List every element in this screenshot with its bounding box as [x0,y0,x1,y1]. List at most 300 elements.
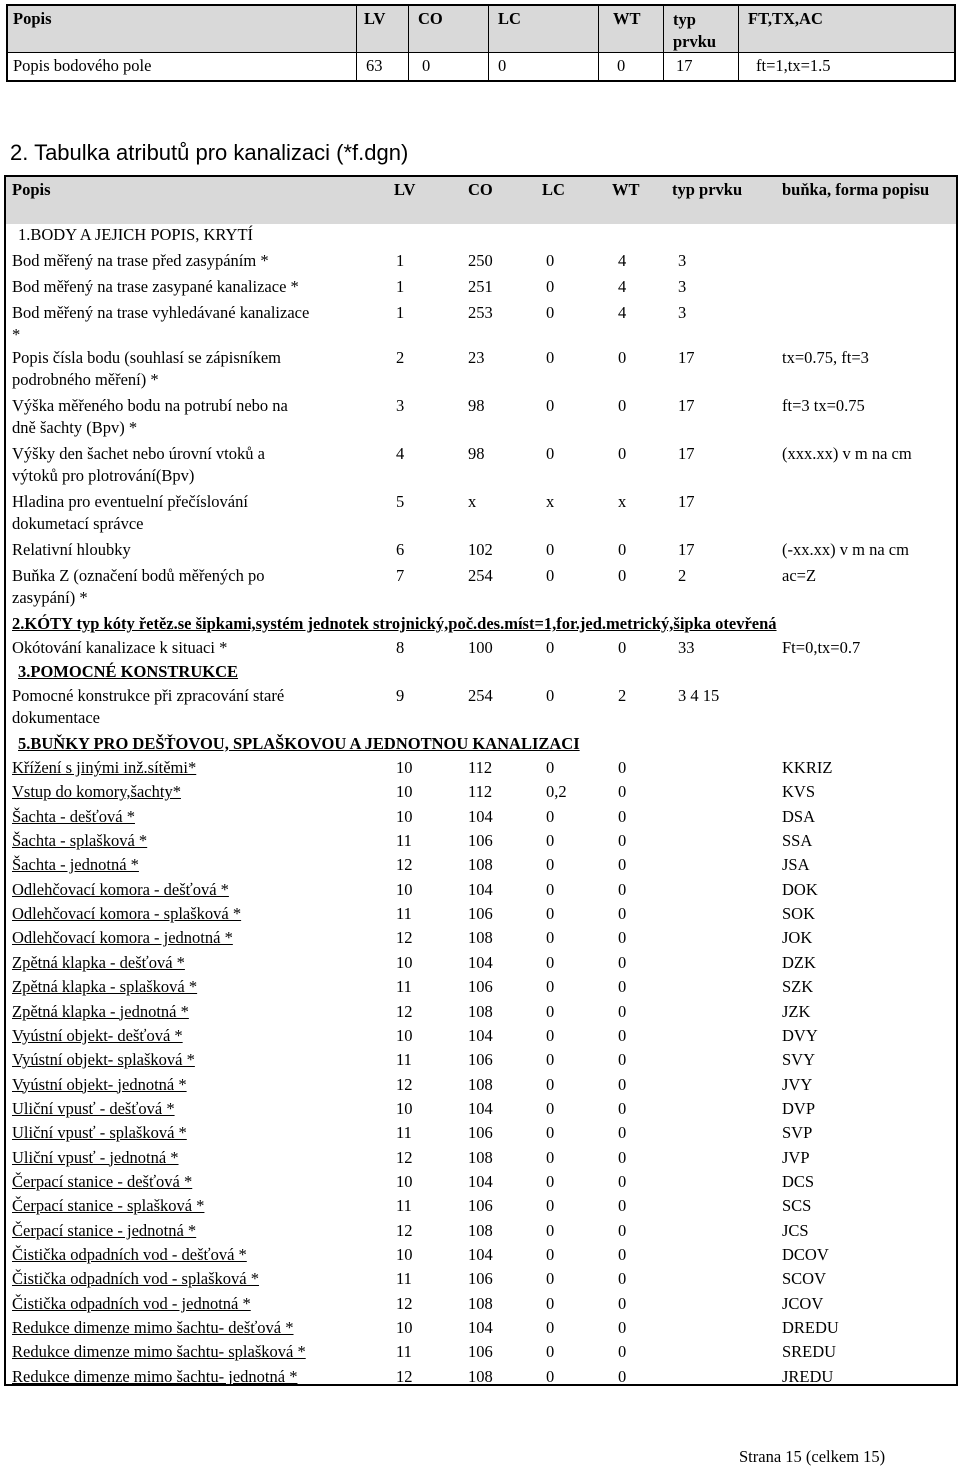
cell-co: 106 [468,831,493,851]
cell-lc: x [546,492,555,511]
cell-co: 108 [468,1293,493,1313]
cell-co: 112 [468,758,493,777]
row-description: Bod měřený na trase vyhledávané kanalizace [12,303,310,322]
cell-lc: 0 [546,566,555,585]
table-row [6,1098,956,1122]
cell-co: 106 [468,1123,493,1143]
cell-lv: 1 [396,303,405,322]
cell-wt: 0 [618,1098,627,1118]
table1-col-lc: LC [498,9,521,28]
row-description: Bod měřený na trase před zasypáním * [12,251,269,270]
row-description: Čistička odpadních vod - jednotná * [12,1293,251,1313]
cell-lv: 10 [396,1171,413,1191]
cell-wt: 0 [618,638,627,657]
row-description: Vyústní objekt- jednotná * [12,1074,187,1094]
table-row [6,879,956,903]
page-footer: Strana 15 (celkem 15) [739,1447,886,1466]
cell-lc: 0 [546,1001,555,1021]
table-row [6,903,956,927]
cell-lc: 0 [546,686,555,705]
cell-lv: 10 [396,1318,413,1338]
cell-bunka: JCOV [782,1293,824,1313]
table-row [6,1074,956,1098]
cell-lv: 11 [396,904,412,924]
row-description: Relativní hloubky [12,540,131,559]
table1-cell-lv: 63 [366,56,383,75]
cell-bunka: (-xx.xx) v m na cm [782,540,909,559]
cell-wt: 0 [618,396,627,415]
row-description: Uliční vpusť - jednotná * [12,1147,179,1167]
cell-wt: 0 [618,1220,627,1240]
table1-row [8,53,954,80]
cell-lc: 0 [546,758,555,777]
table-row [6,443,956,491]
row-description: Hladina pro eventuelní přečíslování [12,492,248,511]
cell-wt: 0 [618,977,627,997]
row-description: Buňka Z (označení bodů měřených po [12,566,265,585]
cell-bunka: KKRIZ [782,758,833,777]
section-pomocne-konstrukce [6,661,956,685]
row-description: výtoků pro plotrování(Bpv) [12,466,195,485]
cell-lc: 0 [546,303,555,322]
row-description: Bod měřený na trase zasypané kanalizace * [12,277,299,296]
cell-co: 254 [468,566,493,585]
cell-co: 253 [468,303,493,322]
cell-co: 251 [468,277,493,296]
cell-lv: 11 [396,1050,412,1070]
cell-co: 104 [468,879,493,899]
cell-lc: 0 [546,1171,555,1191]
cell-wt: 0 [618,831,627,851]
row-description: Odlehčovací komora - splašková * [12,904,242,924]
row-description: Čerpací stanice - jednotná * [12,1220,197,1240]
table-row [6,276,956,302]
table-row [6,1366,956,1390]
cell-lc: 0 [546,855,555,875]
row-description: Redukce dimenze mimo šachtu- jednotná * [12,1366,298,1386]
cell-co: 108 [468,1366,493,1386]
row-description: dokumetací správce [12,514,144,533]
cell-lv: 12 [396,1074,413,1094]
cell-bunka: KVS [782,782,816,802]
cell-lv: 2 [396,348,405,367]
cell-co: 250 [468,251,493,270]
cell-co: 106 [468,1342,493,1362]
cell-bunka: JVP [782,1147,810,1167]
cell-bunka: SVP [782,1123,813,1143]
cell-lc: 0 [546,1147,555,1167]
cell-wt: 0 [618,1074,627,1094]
section-bunky [6,733,956,757]
cell-wt: 0 [618,928,627,948]
table-row [6,1001,956,1025]
row-description: Uliční vpusť - splašková * [12,1123,187,1143]
cell-lc: 0 [546,952,555,972]
row-description: Výška měřeného bodu na potrubí nebo na [12,396,288,415]
cell-lv: 7 [396,566,405,585]
section-koty [6,613,956,637]
cell-bunka: DCS [782,1171,815,1191]
cell-co: 106 [468,1196,493,1216]
table-row [6,757,956,781]
cell-bunka: ac=Z [782,566,817,585]
cell-wt: 4 [618,277,627,296]
cell-typ: 17 [678,348,695,367]
table2-col-lc: LC [542,180,565,199]
table-row [6,1025,956,1049]
section-bunky-label: 5.BUŇKY PRO DEŠŤOVOU, SPLAŠKOVOU A JEDNOTNOU KANALIZACI [18,734,580,753]
cell-bunka: DVP [782,1098,816,1118]
cell-wt: 0 [618,1001,627,1021]
cell-bunka: SSA [782,831,813,851]
cell-co: x [468,492,477,511]
row-description: Šachta - splašková * [12,831,148,851]
table2-header-row [6,177,956,224]
cell-wt: 4 [618,251,627,270]
table1-cell-lc: 0 [498,56,507,75]
cell-typ: 3 [678,277,687,296]
table2-col-bunka: buňka, forma popisu [782,180,930,199]
cell-lc: 0 [546,831,555,851]
cell-lv: 10 [396,758,413,777]
cell-co: 104 [468,1318,493,1338]
table-row [6,781,956,805]
cell-wt: 0 [618,1147,627,1167]
cell-co: 108 [468,855,493,875]
table2-col-co: CO [468,180,493,199]
table-row [6,395,956,443]
table-row [6,1049,956,1073]
cell-bunka: DVY [782,1025,818,1045]
cell-co: 104 [468,1245,493,1264]
cell-lv: 4 [396,444,405,463]
table-row [6,347,956,395]
table1-col-wt: WT [613,9,641,28]
cell-lc: 0 [546,1318,555,1338]
cell-lv: 10 [396,1098,413,1118]
cell-lc: 0 [546,1293,555,1313]
cell-co: 108 [468,1220,493,1240]
row-description: Uliční vpusť - dešťová * [12,1098,175,1118]
row-description: Čistička odpadních vod - splašková * [12,1269,260,1289]
table-row [6,1195,956,1219]
cell-co: 108 [468,1074,493,1094]
cell-wt: 0 [618,1171,627,1191]
cell-co: 23 [468,348,485,367]
table-row [6,302,956,347]
table1-col-typ: typ prvku [673,10,717,51]
section-body-popis-label: 1.BODY A JEJICH POPIS, KRYTÍ [18,225,254,244]
table2-col-typ: typ prvku [672,180,743,199]
cell-lc: 0 [546,806,555,826]
cell-co: 98 [468,444,485,463]
cell-lc: 0 [546,396,555,415]
table-row [6,806,956,830]
cell-lv: 12 [396,1366,413,1386]
table-row [6,565,956,613]
cell-lc: 0 [546,1074,555,1094]
cell-lc: 0 [546,1245,555,1264]
table-row [6,1317,956,1341]
cell-wt: 0 [618,1050,627,1070]
cell-lc: 0 [546,540,555,559]
row-description: Zpětná klapka - jednotná * [12,1001,189,1021]
row-description: Popis čísla bodu (souhlasí se zápisníkem [12,348,282,367]
table1-cell-wt: 0 [617,56,626,75]
cell-wt: 0 [618,758,627,777]
cell-co: 104 [468,806,493,826]
cell-bunka: Ft=0,tx=0.7 [782,638,861,657]
table-row [6,830,956,854]
cell-lc: 0 [546,1050,555,1070]
cell-bunka: DREDU [782,1318,839,1338]
cell-lv: 1 [396,277,405,296]
cell-lv: 1 [396,251,405,270]
cell-lc: 0 [546,1196,555,1216]
cell-bunka: JCS [782,1220,809,1240]
cell-lc: 0 [546,1220,555,1240]
row-description: Vyústní objekt- dešťová * [12,1025,183,1045]
cell-lc: 0 [546,348,555,367]
cell-bunka: DOK [782,879,818,899]
table-row [6,1122,956,1146]
cell-bunka: tx=0.75, ft=3 [782,348,869,367]
section-pomocne-konstrukce-label: 3.POMOCNÉ KONSTRUKCE [18,662,239,681]
cell-lc: 0 [546,277,555,296]
table1-col-co: CO [418,9,443,28]
cell-wt: 0 [618,1196,627,1216]
row-description: Šachta - dešťová * [12,806,135,826]
table2-col-popis: Popis [12,180,51,199]
cell-lv: 11 [396,1269,412,1289]
row-description: Vyústní objekt- splašková * [12,1050,195,1070]
row-description: Redukce dimenze mimo šachtu- splašková * [12,1342,306,1362]
cell-lv: 11 [396,977,412,997]
row-description: Čerpací stanice - dešťová * [12,1171,193,1191]
row-description: Čistička odpadních vod - dešťová * [12,1245,247,1264]
cell-lc: 0 [546,251,555,270]
cell-co: 112 [468,782,493,802]
row-description: Křížení s jinými inž.sítěmi* [12,758,197,777]
table1-cell-typ: 17 [676,56,693,75]
cell-lv: 11 [396,1342,412,1362]
table1-header-row [8,6,954,53]
cell-co: 106 [468,1050,493,1070]
row-description: Odlehčovací komora - dešťová * [12,879,229,899]
table-row [6,1268,956,1292]
row-description: zasypání) * [12,588,88,607]
table-row [6,952,956,976]
cell-wt: 0 [618,1318,627,1338]
cell-bunka: SREDU [782,1342,837,1362]
cell-wt: 0 [618,1342,627,1362]
section-body-popis [6,224,956,250]
cell-lv: 12 [396,1220,413,1240]
cell-lc: 0 [546,977,555,997]
cell-wt: 0 [618,806,627,826]
cell-wt: 4 [618,303,627,322]
cell-lv: 12 [396,1293,413,1313]
table1-cell-ft: ft=1,tx=1.5 [756,56,831,75]
cell-bunka: JOK [782,928,813,948]
cell-typ: 3 [678,303,687,322]
cell-lc: 0 [546,1123,555,1143]
table-row [6,1171,956,1195]
table-row [6,491,956,539]
section-koty-label: 2.KÓTY typ kóty řetěz.se šipkami,systém jednotek strojnický,poč.des.míst=1,for.jed.metrický,šipka otevřená [12,614,777,633]
cell-co: 108 [468,1001,493,1021]
cell-typ: 17 [678,444,695,463]
table-row [6,1293,956,1317]
cell-lc: 0 [546,928,555,948]
section-heading: 2. Tabulka atributů pro kanalizaci (*f.dgn) [10,140,409,165]
cell-wt: 0 [618,444,627,463]
cell-wt: 0 [618,904,627,924]
cell-lc: 0 [546,444,555,463]
cell-wt: 0 [618,1245,627,1264]
table-row [6,854,956,878]
cell-bunka: JVY [782,1074,813,1094]
cell-wt: 0 [618,879,627,899]
cell-co: 108 [468,928,493,948]
cell-wt: x [618,492,627,511]
cell-lv: 6 [396,540,405,559]
table-row [6,927,956,951]
cell-wt: 0 [618,855,627,875]
cell-co: 98 [468,396,485,415]
cell-lc: 0 [546,879,555,899]
cell-wt: 0 [618,348,627,367]
cell-bunka: SCOV [782,1269,827,1289]
cell-lc: 0 [546,1098,555,1118]
cell-wt: 0 [618,566,627,585]
cell-lv: 12 [396,928,413,948]
cell-co: 104 [468,1171,493,1191]
cell-lc: 0 [546,904,555,924]
cell-lv: 5 [396,492,405,511]
cell-lc: 0 [546,1025,555,1045]
cell-lv: 11 [396,1196,412,1216]
cell-lc: 0 [546,638,555,657]
row-description: Šachta - jednotná * [12,855,139,875]
cell-lv: 3 [396,396,405,415]
cell-co: 104 [468,1098,493,1118]
attribute-table-header [6,4,956,82]
cell-lv: 9 [396,686,405,705]
cell-typ: 2 [678,566,687,585]
cell-co: 100 [468,638,493,657]
row-description: Zpětná klapka - dešťová * [12,952,185,972]
cell-lv: 12 [396,1001,413,1021]
table2-col-wt: WT [612,180,640,199]
cell-lv: 11 [396,1123,412,1143]
table-row [6,685,956,733]
cell-wt: 2 [618,686,627,705]
row-description: Odlehčovací komora - jednotná * [12,928,233,948]
table1-cell-co: 0 [422,56,431,75]
cell-lv: 10 [396,806,413,826]
cell-co: 106 [468,904,493,924]
cell-bunka: SCS [782,1196,812,1216]
table-row [6,637,956,661]
row-description: Čerpací stanice - splašková * [12,1196,205,1216]
cell-lv: 10 [396,952,413,972]
row-description: dokumentace [12,708,100,727]
kanalizace-attribute-table [4,175,958,1386]
cell-lv: 10 [396,879,413,899]
cell-bunka: DSA [782,806,816,826]
cell-lc: 0,2 [546,782,567,802]
cell-wt: 0 [618,1269,627,1289]
row-description: * [12,325,21,344]
cell-bunka: DZK [782,952,816,972]
cell-typ: 17 [678,492,695,511]
cell-co: 254 [468,686,493,705]
cell-lc: 0 [546,1342,555,1362]
table-row [6,539,956,565]
cell-typ: 33 [678,638,695,657]
cell-lv: 10 [396,782,413,802]
row-description: Vstup do komory,šachty* [12,782,181,802]
table1-col-ft: FT,TX,AC [748,9,823,28]
table-row [6,1341,956,1365]
cell-typ: 17 [678,396,695,415]
table2-col-lv: LV [394,180,416,199]
cell-wt: 0 [618,1025,627,1045]
cell-lc: 0 [546,1366,555,1386]
cell-lv: 12 [396,855,413,875]
cell-lv: 11 [396,831,412,851]
table-row [6,1220,956,1244]
cell-bunka: JSA [782,855,810,875]
table1-col-lv: LV [364,9,386,28]
cell-bunka: SVY [782,1050,816,1070]
cell-lv: 12 [396,1147,413,1167]
table-row [6,250,956,276]
table-row [6,976,956,1000]
cell-wt: 0 [618,540,627,559]
cell-bunka: (xxx.xx) v m na cm [782,444,912,463]
cell-co: 108 [468,1147,493,1167]
table-row [6,1147,956,1171]
table1-cell-popis: Popis bodového pole [13,56,152,75]
cell-lv: 10 [396,1245,413,1264]
row-description: podrobného měření) * [12,370,159,389]
row-description: Výšky den šachet nebo úrovní vtoků a [12,444,265,463]
cell-co: 104 [468,1025,493,1045]
cell-typ: 3 4 15 [678,686,720,705]
cell-lv: 8 [396,638,405,657]
cell-bunka: SZK [782,977,814,997]
cell-co: 106 [468,1269,493,1289]
cell-wt: 0 [618,782,627,802]
cell-co: 104 [468,952,493,972]
cell-bunka: JREDU [782,1366,834,1386]
cell-bunka: SOK [782,904,816,924]
cell-lv: 10 [396,1025,413,1045]
cell-typ: 3 [678,251,687,270]
cell-bunka: JZK [782,1001,811,1021]
table1-col-popis: Popis [13,9,52,28]
cell-typ: 17 [678,540,695,559]
cell-bunka: ft=3 tx=0.75 [782,396,865,415]
row-description: Pomocné konstrukce při zpracování staré [12,686,285,705]
row-description: dně šachty (Bpv) * [12,418,138,437]
row-description: Zpětná klapka - splašková * [12,977,198,997]
cell-co: 102 [468,540,493,559]
cell-wt: 0 [618,1123,627,1143]
cell-wt: 0 [618,1366,627,1386]
